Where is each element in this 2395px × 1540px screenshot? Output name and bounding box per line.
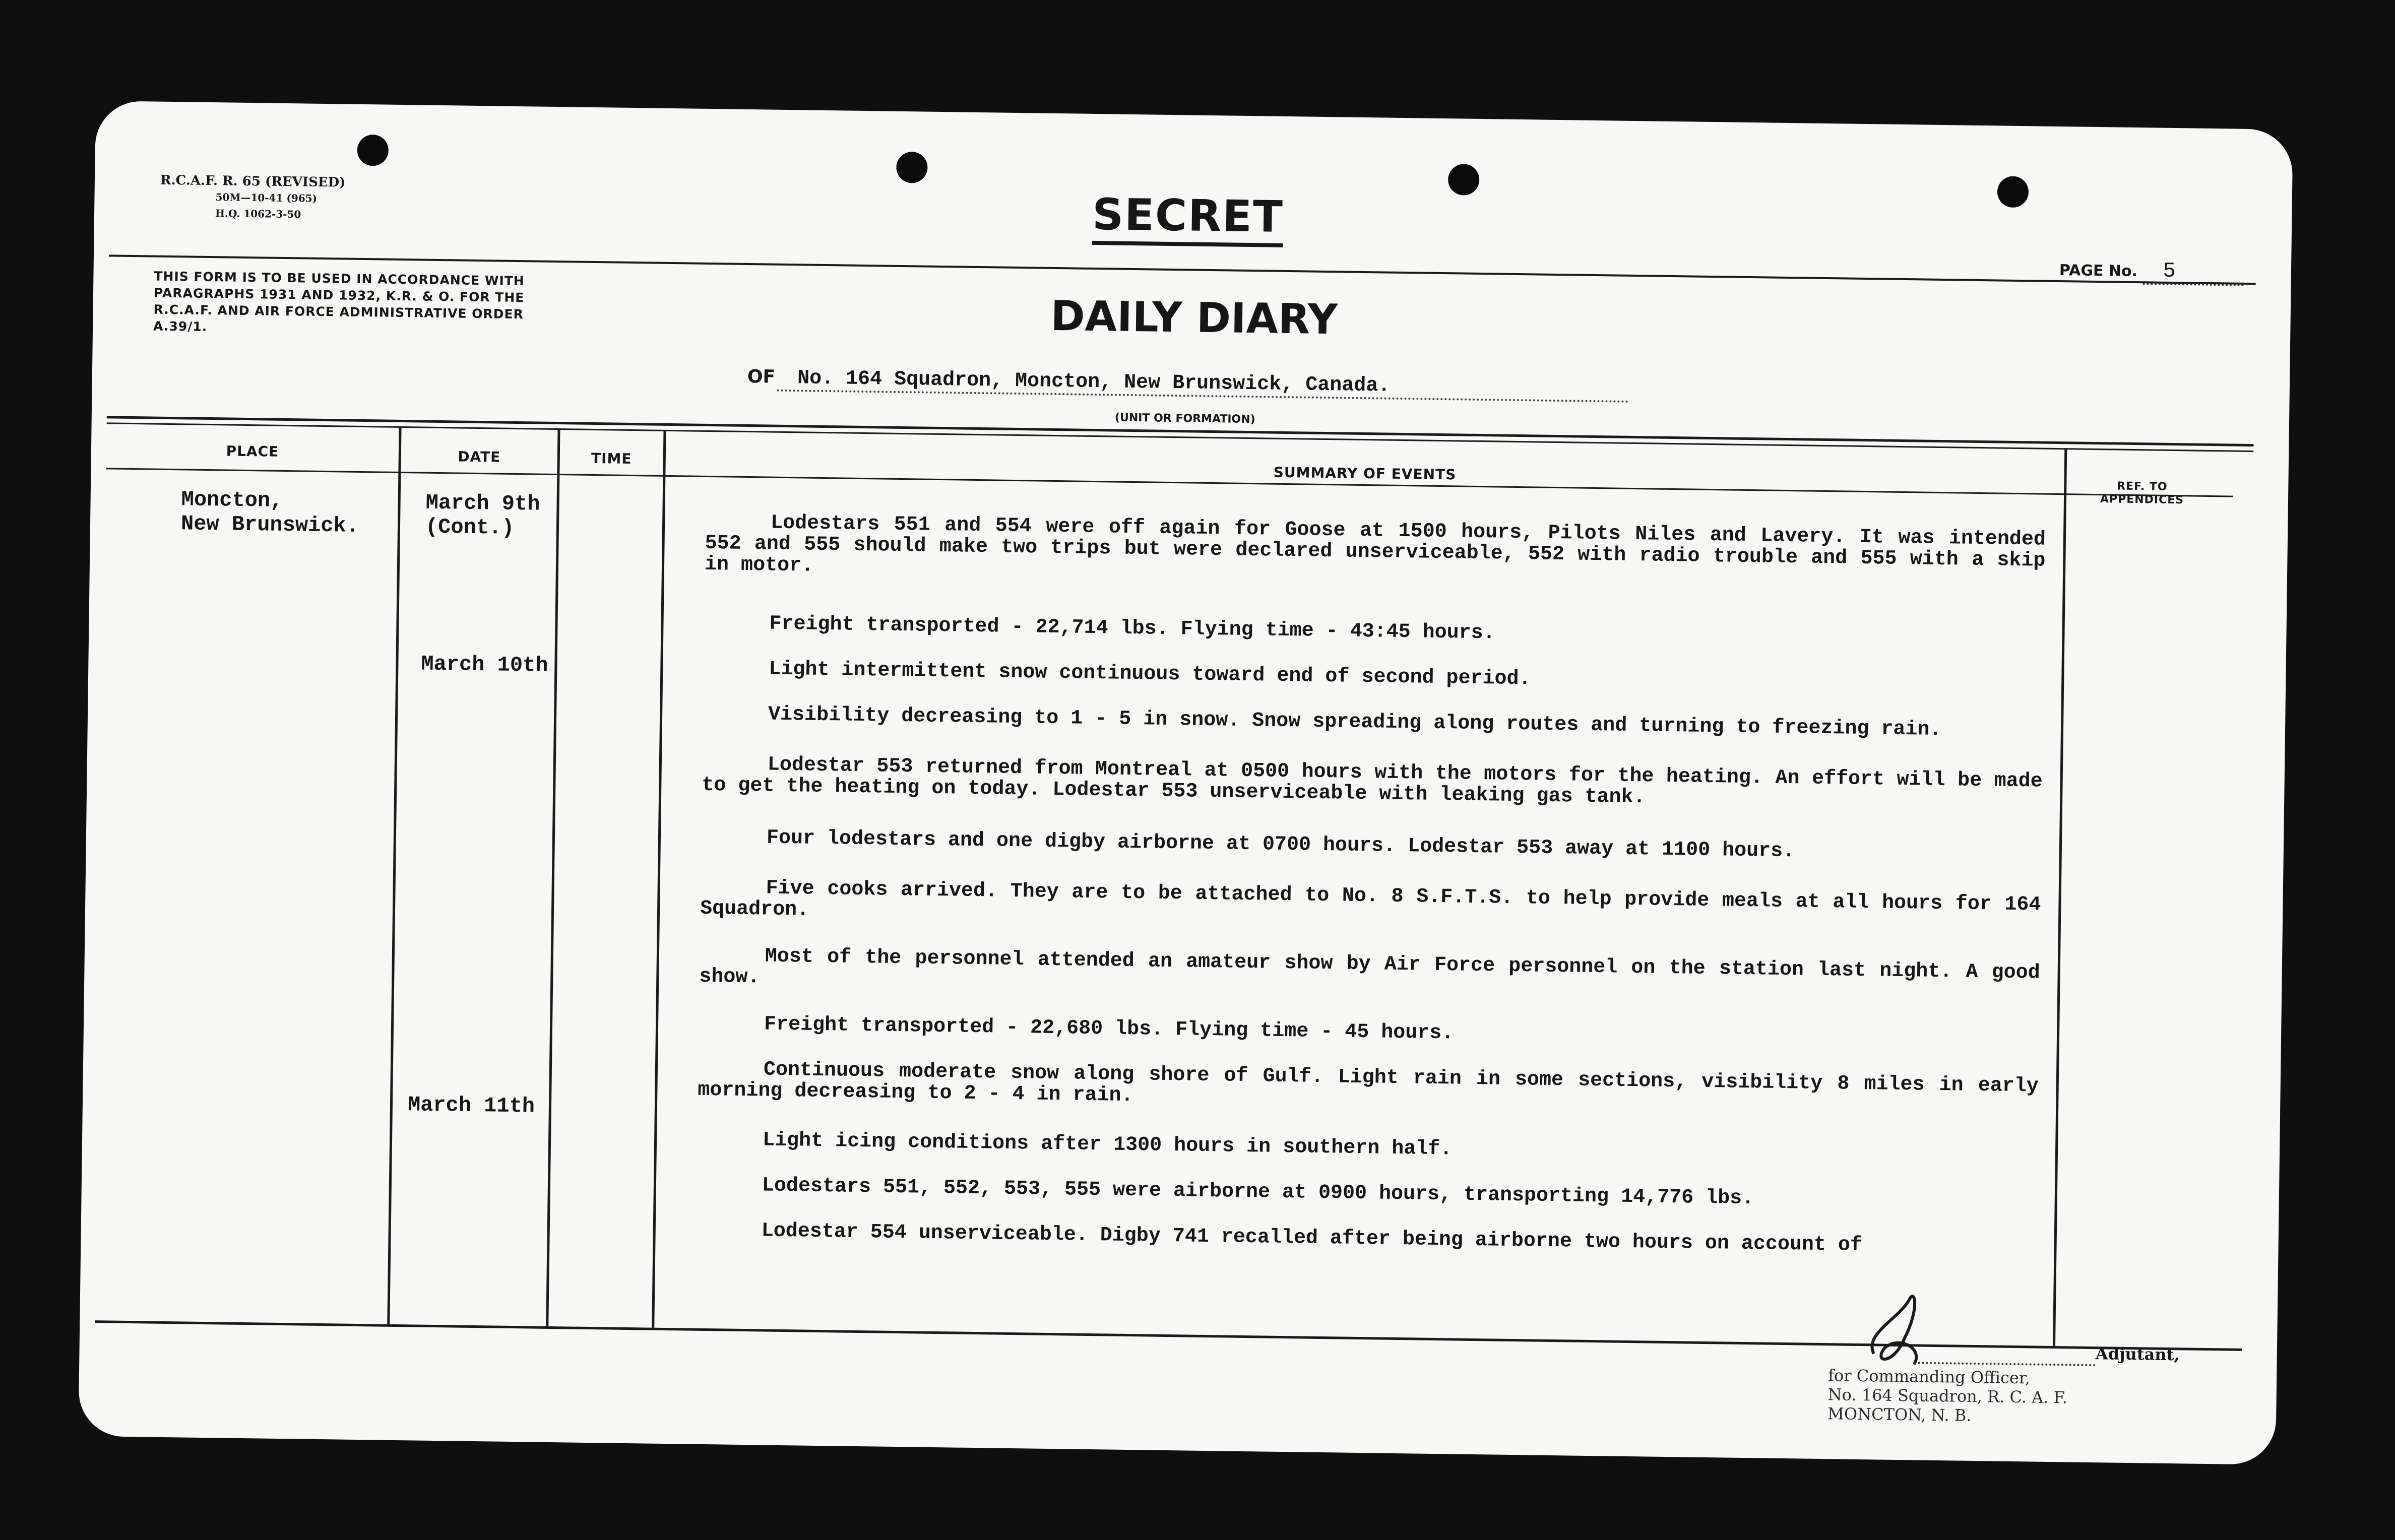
column-header-summary: SUMMARY OF EVENTS [1273,464,1457,483]
signature-block [1827,1366,2068,1426]
diary-entry: Lodestar 554 unserviceable. Digby 741 recalled after being airborne two hours on account of [761,1220,1863,1257]
date-continued: (Cont.) [425,515,515,540]
ref-header-line2: APPENDICES [2100,493,2184,507]
place-line2: New Brunswick. [180,511,359,538]
column-header-date: DATE [458,448,501,466]
diary-entry: Light intermittent snow continuous toward end of second period. [769,658,1531,691]
diary-entry: Most of the personnel attended an amateur show by Air Force personnel on the station last night. A good show. [699,945,2040,989]
diary-entry: Freight transported - 22,680 lbs. Flying time - 45 hours. [764,1013,1454,1045]
column-header-place: PLACE [226,442,279,460]
diary-entry: Light icing conditions after 1300 hours in southern half. [762,1129,1453,1161]
column-divider [546,429,560,1326]
form-notice: THIS FORM IS TO BE USED IN ACCORDANCE WITH PARAGRAPHS 1931 AND 1932, K.R. & O. FOR THE R.C.A.F. AND AIR FORCE ADMINISTRATIVE ORDER A.39/1. [153,269,525,334]
signature-line2: No. 164 Squadron, R. C. A. F. [1827,1385,2068,1407]
place-cell [181,487,359,538]
date-march-10: March 10th [421,652,548,678]
diary-entry: Lodestars 551, 552, 553, 555 were airborne at 0900 hours, transporting 14,776 lbs. [762,1174,1754,1210]
column-divider [387,427,401,1324]
date-march-11: March 11th [407,1093,535,1119]
signature-scrawl [1853,1278,1945,1380]
diary-entry: Continuous moderate snow along shore of Gulf. Light rain in some sections, visibility 8 miles in early morning decreasing to 2 - 4 in rain. [698,1058,2039,1108]
diary-entry: Five cooks arrived. They are to be attached to No. 8 S.F.T.S. to help provide meals at all hours for 164 Squadron. [700,877,2041,922]
form-reference [160,172,346,223]
diary-entry: Visibility decreasing to 1 - 5 in snow. Snow spreading along routes and turning to freezing rain. [768,703,1942,742]
diary-entry: Freight transported - 22,714 lbs. Flying time - 43:45 hours. [769,612,1495,645]
page-label: PAGE No. [2059,262,2138,281]
column-header-ref [2066,479,2218,507]
punch-hole [357,135,389,166]
form-ref-line1: R.C.A.F. R. 65 (REVISED) [160,172,346,190]
place-line1: Moncton, [181,487,283,513]
ref-header-line1: REF. TO [2116,480,2168,493]
unit-caption: (UNIT OR FORMATION) [1114,411,1255,426]
classification-stamp: SECRET [1092,189,1284,247]
page-title: DAILY DIARY [1050,292,1338,344]
page-number-value: 5 [2142,259,2244,286]
column-divider [2053,449,2067,1346]
diary-entry: Lodestar 553 returned from Montreal at 0500 hours with the motors for the heating. An effort will be made to get the heating on today. Lodestar 553 unserviceable with leaking gas tank. [702,753,2043,809]
form-ref-line3: H.Q. 1062-3-50 [215,207,301,221]
date-cell [425,491,540,541]
punch-hole [1997,176,2029,208]
form-ref-line2: 50M—10-41 (965) [215,191,318,205]
of-label: OF [747,366,776,388]
unit-name: No. 164 Squadron, Moncton, New Brunswick, Canada. [777,367,1629,403]
diary-page [78,101,2293,1465]
unit-line [747,366,1634,403]
punch-hole [1448,164,1480,196]
column-header-time: TIME [591,450,632,467]
punch-hole [896,152,928,183]
date-march-9: March 9th [425,490,540,517]
signature-line3: MONCTON, N. B. [1827,1404,1972,1425]
diary-entry: Lodestars 551 and 554 were off again for Goose at 1500 hours, Pilots Niles and Lavery. It was intended 552 and 555 should make two trips but were declared unserviceable, 552 with radio trouble and 555 with a skip in motor. [704,511,2046,578]
signature-line1: for Commanding Officer, [1827,1366,2031,1388]
diary-entry: Four lodestars and one digby airborne at 0700 hours. Lodestar 553 away at 1100 hours. [766,826,1795,863]
adjutant-label: Adjutant, [2095,1344,2180,1365]
column-divider [652,431,666,1328]
